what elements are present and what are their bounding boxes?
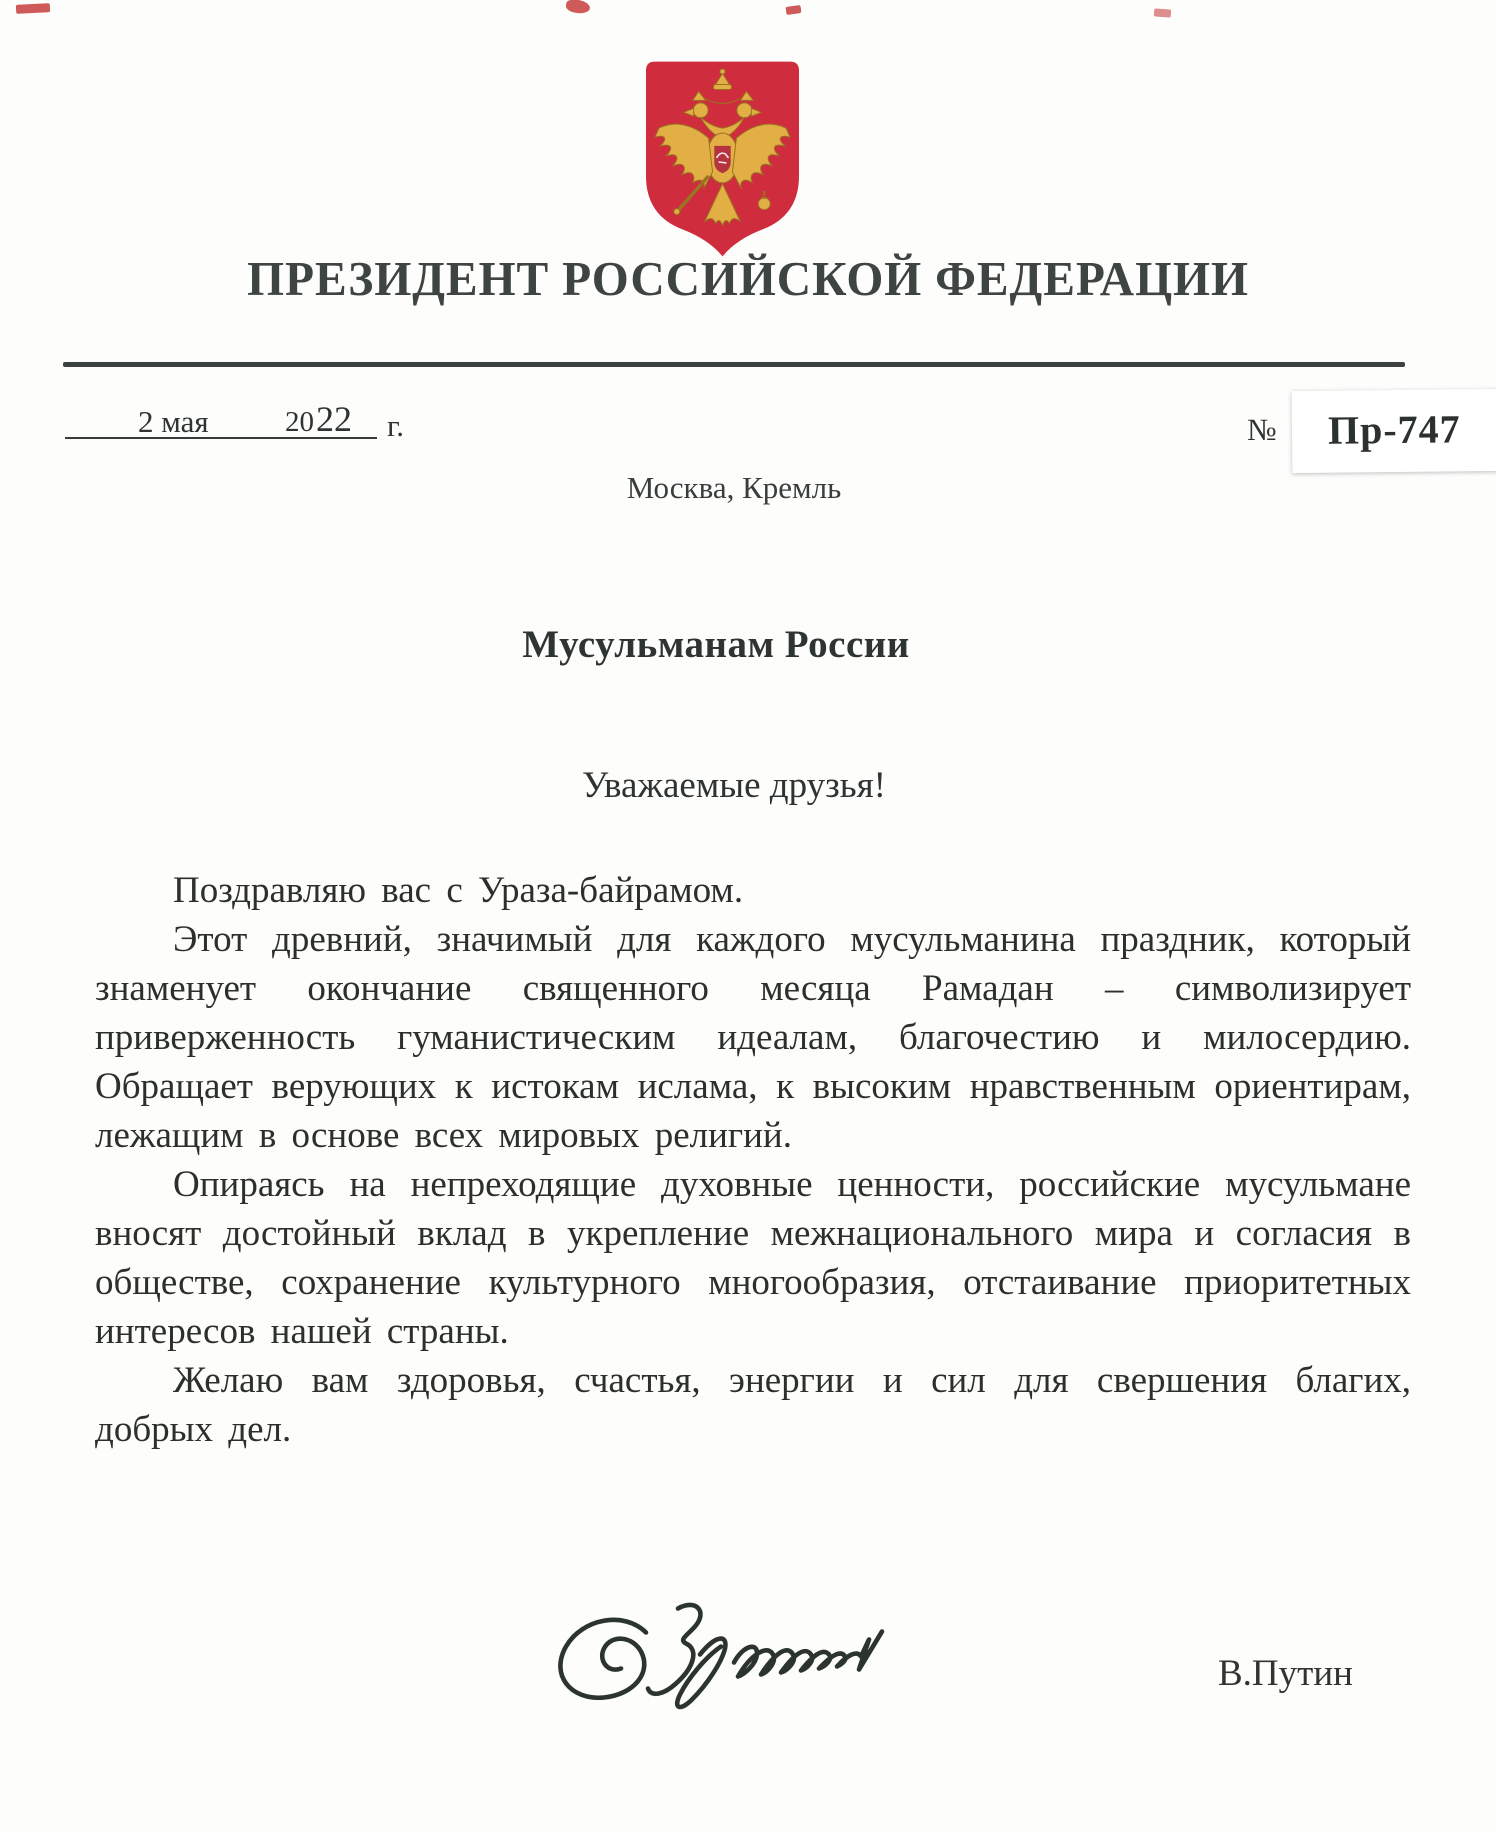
letterhead-title: ПРЕЗИДЕНТ РОССИЙСКОЙ ФЕДЕРАЦИИ: [247, 251, 1249, 306]
scan-artifact-red-mark: [786, 5, 802, 15]
date-day-month: 2 мая: [138, 404, 209, 439]
header-rule: [63, 362, 1405, 367]
addressee: Мусульманам России: [522, 623, 910, 666]
russia-coat-of-arms-icon: [643, 58, 802, 260]
date-year-suffix: г.: [387, 408, 404, 443]
salutation: Уважаемые друзья!: [582, 765, 886, 806]
numero-sign: №: [1247, 412, 1277, 447]
number-sticker: [1292, 389, 1496, 473]
scan-artifact-red-mark: [565, 0, 590, 14]
letter-body: [95, 866, 1411, 1454]
scan-artifact-red-mark: [1154, 8, 1172, 17]
signer-name: В.Путин: [1218, 1653, 1353, 1694]
letter-paragraph: Желаю вам здоровья, счастья, энергии и сил для свершения благих, добрых дел.: [95, 1360, 1411, 1450]
date-and-number-row: [0, 398, 1496, 478]
letter-paragraph: Поздравляю вас с Ураза-байрамом.: [173, 870, 744, 911]
place-line: Москва, Кремль: [626, 470, 842, 505]
putin-signature: [528, 1592, 933, 1737]
scan-artifact-red-mark: [16, 3, 50, 14]
date-year-filled: 22: [316, 399, 352, 439]
letter-paragraph: Этот древний, значимый для каждого мусульманина праздник, который знаменует окончание священного месяца Рамадан – символизирует приверженность гуманистическим идеалам, благочестию и милосердию. Обращает верующих к истокам ислама, к высоким нравственным ориентирам, лежащим в основе всех мировых религий.: [95, 919, 1411, 1156]
document-number: Пр-747: [1327, 406, 1461, 453]
letter-paragraph: Опираясь на непреходящие духовные ценности, российские мусульмане вносят достойный вклад в укрепление межнационального мира и согласия в обществе, сохранение культурного многообразия, отстаивание приоритетных интересов нашей страны.: [95, 1164, 1411, 1352]
date-year-prefix: 20: [285, 406, 314, 438]
